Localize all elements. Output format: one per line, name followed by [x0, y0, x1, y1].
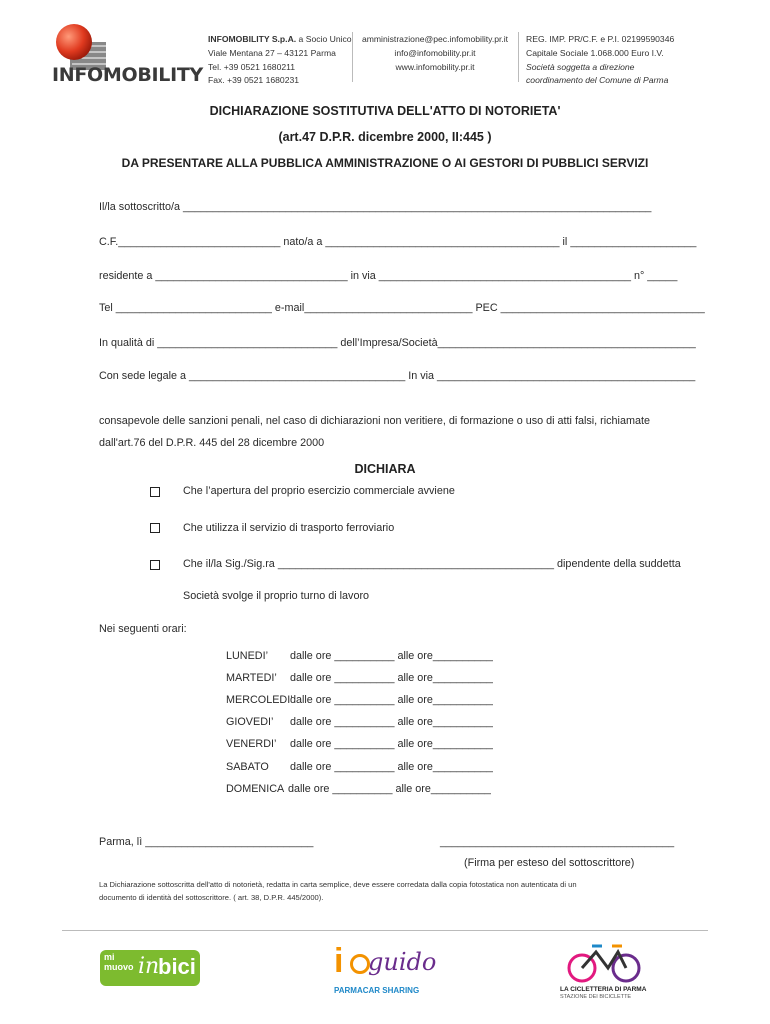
option-dipendente-label[interactable]: Che il/la Sig./Sig.ra ______________________________________________ dipendente della suddetta [183, 558, 681, 570]
company-suffix: a Socio Unico [296, 34, 352, 44]
option-apertura-label: Che l’apertura del proprio esercizio commerciale avviene [183, 485, 455, 497]
checkbox-ferroviario[interactable] [150, 523, 160, 533]
schedule-day: DOMENICA [226, 783, 285, 795]
logo-text: PARMACAR SHARING [334, 986, 420, 995]
checkbox-apertura[interactable] [150, 487, 160, 497]
logo-text: guido [368, 948, 437, 976]
logo-ring [350, 954, 370, 974]
logo-text: STAZIONE DEI BICICLETTE [560, 994, 632, 1000]
company-direction: Società soggetta a direzione [526, 62, 635, 72]
company-name: INFOMOBILITY S.p.A. [208, 34, 297, 44]
doc-subtitle: DA PRESENTARE ALLA PUBBLICA AMMINISTRAZIONE O AI GESTORI DI PUBBLICI SERVIZI [121, 156, 649, 170]
company-tel: Tel. +39 0521 1680211 [208, 62, 296, 72]
company-capital: Capitale Sociale 1.068.000 Euro I.V. [526, 48, 664, 58]
mimuovoinbici-logo [100, 950, 200, 986]
bicycle-icon [560, 940, 650, 984]
orari-label: Nei seguenti orari: [99, 623, 187, 635]
logo-text: muovo [104, 962, 134, 972]
option-ferroviario-label: Che utilizza il servizio di trasporto ferroviario [183, 522, 395, 534]
company-line [208, 33, 352, 46]
footer-divider [62, 930, 708, 931]
schedule-day: SABATO [226, 761, 269, 773]
dichiara-heading: DICHIARA [354, 462, 416, 476]
schedule-day: MERCOLEDI’ [226, 694, 293, 706]
footer-note: documento di identità del sottoscrittore. ( art. 38, D.P.R. 445/2000). [99, 893, 324, 902]
schedule-hours[interactable]: dalle ore __________ alle ore__________ [290, 694, 493, 706]
doc-title: DICHIARAZIONE SOSTITUTIVA DELL'ATTO DI NOTORIETA' [209, 104, 561, 118]
schedule-hours[interactable]: dalle ore __________ alle ore__________ [290, 650, 493, 662]
schedule-row [226, 672, 493, 684]
schedule-day: GIOVEDI’ [226, 716, 274, 728]
field-cf-nascita[interactable]: C.F.___________________________ nato/a a _______________________________________ il _____________________ [99, 236, 697, 248]
company-web: www.infomobility.pr.it [395, 62, 475, 72]
schedule-hours[interactable]: dalle ore __________ alle ore__________ [288, 783, 491, 795]
logo-text: in [138, 954, 160, 979]
schedule-row [226, 716, 493, 728]
iguido-logo [330, 942, 437, 1000]
field-qualita[interactable]: In qualità di ______________________________ dell’Impresa/Società___________________________________________ [99, 337, 696, 349]
consapevole-text: consapevole delle sanzioni penali, nel caso di dichiarazioni non veritiere, di formazione o uso di atti falsi, richiamate [99, 415, 650, 427]
company-reg: REG. IMP. PR/C.F. e P.I. 02199590346 [526, 34, 675, 44]
schedule-hours[interactable]: dalle ore __________ alle ore__________ [290, 716, 493, 728]
doc-subtitle: (art.47 D.P.R. dicembre 2000, II:445 ) [278, 130, 492, 144]
field-contatti[interactable]: Tel __________________________ e-mail____________________________ PEC __________________________________ [99, 302, 705, 314]
footer-note: La Dichiarazione sottoscritta dell'atto di notorietà, redatta in carta semplice, deve essere corredata dalla copia fotostatica non autenticata di un [99, 880, 577, 889]
consapevole-text: dall'art.76 del D.P.R. 445 del 28 dicembre 2000 [99, 437, 325, 449]
place-date-field[interactable]: Parma, lì ____________________________ [99, 836, 314, 848]
schedule-hours[interactable]: dalle ore __________ alle ore__________ [290, 761, 493, 773]
schedule-hours[interactable]: dalle ore __________ alle ore__________ [290, 738, 493, 750]
logo-wordmark: INFOMOBILITY [52, 64, 204, 86]
schedule-day: VENERDI’ [226, 738, 277, 750]
signature-label: (Firma per esteso del sottoscrittore) [464, 857, 635, 869]
signature-line[interactable]: _______________________________________ [440, 836, 675, 848]
schedule-row [226, 783, 491, 795]
schedule-day: LUNEDI’ [226, 650, 268, 662]
option-dipendente-cont: Società svolge il proprio turno di lavoro [183, 590, 370, 602]
schedule-hours[interactable]: dalle ore __________ alle ore__________ [290, 672, 493, 684]
header-divider [352, 32, 353, 82]
company-address: Viale Mentana 27 – 43121 Parma [208, 48, 336, 58]
schedule-row [226, 738, 493, 750]
schedule-day: MARTEDI’ [226, 672, 277, 684]
company-email: info@infomobility.pr.it [394, 48, 476, 58]
logo-text: bici [158, 954, 196, 979]
company-pec: amministrazione@pec.infomobility.pr.it [361, 34, 509, 44]
company-direction: coordinamento del Comune di Parma [526, 75, 669, 85]
field-sottoscritto[interactable]: Il/la sottoscritto/a ______________________________________________________________________________ [99, 201, 652, 213]
header-divider [518, 32, 519, 82]
schedule-row [226, 694, 493, 706]
field-residenza[interactable]: residente a ________________________________ in via __________________________________________ n° _____ [99, 270, 678, 282]
cicletteria-logo [560, 940, 650, 1004]
logo-text: mi [104, 952, 115, 962]
company-fax: Fax. +39 0521 1680231 [208, 75, 300, 85]
field-sede-legale[interactable]: Con sede legale a ____________________________________ In via ___________________________________________ [99, 370, 696, 382]
logo-text: LA CICLETTERIA DI PARMA [560, 986, 647, 993]
logo-text: i [334, 942, 344, 980]
schedule-row [226, 650, 493, 662]
checkbox-dipendente[interactable] [150, 560, 160, 570]
schedule-row [226, 761, 493, 773]
